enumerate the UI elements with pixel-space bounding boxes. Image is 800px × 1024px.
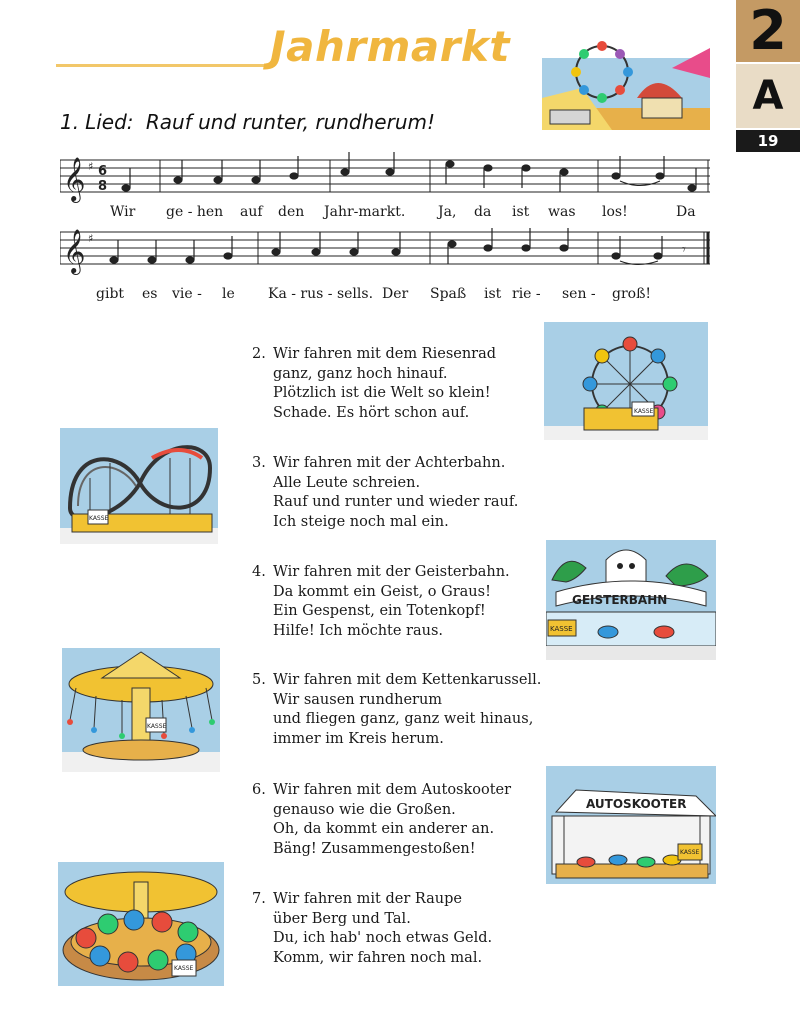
lyric-syllable: auf — [240, 204, 263, 220]
svg-text:𝄾: 𝄾 — [682, 242, 686, 258]
verse-line: Wir sausen rundherum — [273, 691, 443, 708]
verse-number: 6. — [252, 782, 266, 798]
verse-line: Wir fahren mit dem Riesenrad — [273, 346, 497, 362]
lyric-syllable: Ja, — [438, 204, 457, 220]
music-staff-1 — [60, 150, 710, 210]
verse-line: über Berg und Tal. — [273, 910, 411, 927]
verse-line: Wir fahren mit der Achterbahn. — [273, 455, 506, 471]
kasse-sign: KASSE — [147, 723, 167, 730]
bumper-cars-illustration — [546, 766, 716, 884]
kasse-sign: KASSE — [89, 515, 109, 522]
verse-line: genauso wie die Großen. — [273, 801, 456, 818]
lyric-syllable: groß! — [612, 286, 652, 302]
lyric-syllable: rie - — [512, 286, 541, 302]
kasse-sign: KASSE — [680, 849, 700, 856]
lyric-syllable: los! — [602, 204, 628, 220]
kasse-sign: KASSE — [174, 965, 194, 972]
lyric-syllable: Der — [382, 286, 409, 302]
lyric-syllable: Spaß — [430, 286, 467, 302]
time-signature-bottom: 8 — [98, 179, 108, 194]
svg-text:𝄞: 𝄞 — [63, 229, 86, 273]
svg-text:♯: ♯ — [88, 160, 94, 173]
lyric-syllable: da — [474, 204, 492, 220]
lyric-syllable: ge - hen — [166, 204, 224, 220]
lyric-syllable: Da — [676, 204, 696, 220]
song-heading — [60, 110, 441, 134]
title-rule — [56, 64, 264, 67]
lyric-syllable: gibt — [96, 286, 125, 302]
chain-carousel-illustration — [62, 648, 220, 772]
section-tab: A — [736, 64, 800, 128]
page-title: Jahrmarkt — [270, 22, 510, 71]
fairground-illustration — [542, 38, 710, 130]
song-label: Lied: — [85, 110, 134, 134]
verse-line: Schade. Es hört schon auf. — [273, 404, 470, 421]
verse-line: immer im Kreis herum. — [273, 730, 444, 747]
svg-text:♯: ♯ — [88, 232, 94, 245]
autoskooter-sign: AUTOSKOOTER — [586, 797, 687, 811]
verse-line: und fliegen ganz, ganz weit hinaus, — [273, 711, 534, 727]
verse-line: Hilfe! Ich möchte raus. — [273, 622, 444, 639]
time-signature-top: 6 — [98, 164, 108, 179]
caterpillar-ride-illustration — [58, 862, 224, 986]
verse-line: Bäng! Zusammengestoßen! — [273, 840, 476, 857]
verse-line: Plötzlich ist die Welt so klein! — [273, 385, 491, 401]
lyric-syllable: ist — [484, 286, 502, 302]
verse-line: Rauf und runter und wieder rauf. — [273, 494, 519, 510]
song-name: Rauf und runter, rundherum! — [145, 110, 435, 134]
verse-line: Ich steige noch mal ein. — [273, 513, 449, 530]
verse-line: Alle Leute schreien. — [273, 474, 421, 491]
lyric-syllable: Wir — [110, 204, 136, 220]
lyric-syllable: sen - — [562, 286, 596, 302]
verse-line: Wir fahren mit dem Autoskooter — [273, 782, 512, 798]
svg-text:𝄞: 𝄞 — [63, 157, 86, 201]
lyrics-line-1 — [60, 204, 710, 224]
lyric-syllable: es — [142, 286, 158, 302]
lyric-syllable: le — [222, 286, 235, 302]
song-number: 1. — [60, 110, 80, 134]
verse-line: Da kommt ein Geist, o Graus! — [273, 583, 491, 600]
verse-number: 5. — [252, 672, 266, 688]
lyric-syllable: vie - — [172, 286, 202, 302]
verse-number: 3. — [252, 455, 266, 471]
verse-line: Wir fahren mit der Raupe — [273, 891, 462, 907]
geisterbahn-sign: GEISTERBAHN — [572, 593, 668, 607]
verse-line: Du, ich hab' noch etwas Geld. — [273, 930, 493, 946]
ghost-train-illustration — [546, 540, 716, 660]
verse-line: Wir fahren mit der Geisterbahn. — [273, 564, 510, 580]
verse-number: 4. — [252, 564, 266, 580]
verse-line: Komm, wir fahren noch mal. — [273, 949, 483, 966]
verse-number: 2. — [252, 346, 266, 362]
verse-line: Wir fahren mit dem Kettenkarussell. — [273, 672, 542, 688]
lyric-syllable: Ka - rus - sells. — [268, 286, 374, 302]
kasse-sign: KASSE — [550, 625, 573, 633]
chapter-tab: 2 — [736, 0, 800, 62]
kasse-sign: KASSE — [634, 408, 654, 415]
music-staff-2 — [60, 222, 710, 282]
lyric-syllable: den — [278, 204, 305, 220]
lyric-syllable: was — [548, 204, 576, 220]
verse-line: Oh, da kommt ein anderer an. — [273, 821, 495, 837]
ferris-wheel-illustration — [544, 322, 708, 440]
lyric-syllable: ist — [512, 204, 530, 220]
roller-coaster-illustration — [60, 428, 218, 544]
verse-line: Ein Gespenst, ein Totenkopf! — [273, 603, 486, 619]
lyric-syllable: Jahr-markt. — [324, 204, 406, 220]
lyrics-line-2 — [60, 286, 710, 306]
page-number: 19 — [736, 130, 800, 152]
verse-number: 7. — [252, 891, 266, 907]
verse-line: ganz, ganz hoch hinauf. — [273, 365, 448, 382]
